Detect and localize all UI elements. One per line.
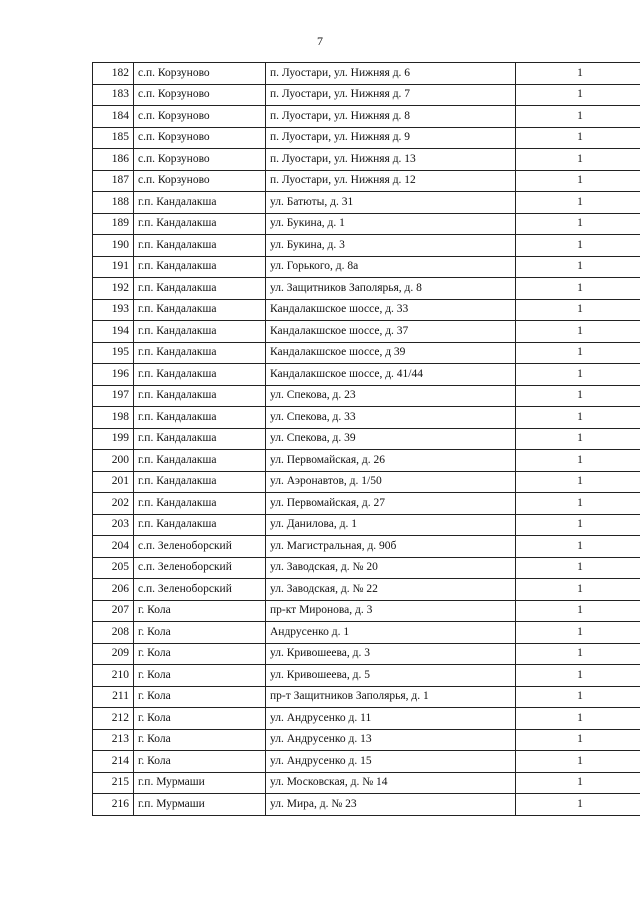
settlement-cell: г.п. Кандалакша: [134, 192, 266, 214]
row-number-cell: 204: [93, 536, 134, 558]
address-cell: Кандалакшское шоссе, д. 41/44: [266, 364, 516, 386]
quantity-cell: 1: [516, 428, 640, 450]
table-row: [93, 493, 640, 515]
address-cell: Андрусенко д. 1: [266, 622, 516, 644]
address-cell: ул. Батюты, д. 31: [266, 192, 516, 214]
table-row: [93, 600, 640, 622]
address-cell: ул. Спекова, д. 33: [266, 407, 516, 429]
address-cell: ул. Букина, д. 3: [266, 235, 516, 257]
address-cell: ул. Андрусенко д. 13: [266, 729, 516, 751]
table-row: [93, 557, 640, 579]
table-row: [93, 106, 640, 128]
settlement-cell: г. Кола: [134, 643, 266, 665]
address-cell: п. Луостари, ул. Нижняя д. 8: [266, 106, 516, 128]
address-cell: ул. Заводская, д. № 22: [266, 579, 516, 601]
row-number-cell: 213: [93, 729, 134, 751]
quantity-cell: 1: [516, 643, 640, 665]
address-cell: п. Луостари, ул. Нижняя д. 12: [266, 170, 516, 192]
table-row: [93, 364, 640, 386]
quantity-cell: 1: [516, 514, 640, 536]
settlement-cell: г. Кола: [134, 686, 266, 708]
table-row: [93, 536, 640, 558]
table-row: [93, 256, 640, 278]
row-number-cell: 185: [93, 127, 134, 149]
row-number-cell: 186: [93, 149, 134, 171]
quantity-cell: 1: [516, 665, 640, 687]
table-row: [93, 514, 640, 536]
quantity-cell: 1: [516, 321, 640, 343]
registry-table: [92, 62, 640, 816]
row-number-cell: 194: [93, 321, 134, 343]
row-number-cell: 214: [93, 751, 134, 773]
settlement-cell: г.п. Кандалакша: [134, 235, 266, 257]
quantity-cell: 1: [516, 256, 640, 278]
quantity-cell: 1: [516, 385, 640, 407]
row-number-cell: 197: [93, 385, 134, 407]
table-row: [93, 385, 640, 407]
quantity-cell: 1: [516, 772, 640, 794]
address-cell: ул. Заводская, д. № 20: [266, 557, 516, 579]
table-row: [93, 299, 640, 321]
address-cell: ул. Спекова, д. 23: [266, 385, 516, 407]
address-cell: ул. Букина, д. 1: [266, 213, 516, 235]
address-cell: ул. Магистральная, д. 90б: [266, 536, 516, 558]
row-number-cell: 189: [93, 213, 134, 235]
settlement-cell: с.п. Корзуново: [134, 170, 266, 192]
address-cell: ул. Мира, д. № 23: [266, 794, 516, 816]
address-cell: ул. Московская, д. № 14: [266, 772, 516, 794]
settlement-cell: с.п. Корзуново: [134, 106, 266, 128]
quantity-cell: 1: [516, 106, 640, 128]
address-cell: ул. Аэронавтов, д. 1/50: [266, 471, 516, 493]
table-row: [93, 170, 640, 192]
table-row: [93, 321, 640, 343]
table-body: [93, 63, 640, 816]
row-number-cell: 210: [93, 665, 134, 687]
settlement-cell: с.п. Зеленоборский: [134, 557, 266, 579]
settlement-cell: с.п. Зеленоборский: [134, 536, 266, 558]
row-number-cell: 200: [93, 450, 134, 472]
quantity-cell: 1: [516, 278, 640, 300]
row-number-cell: 192: [93, 278, 134, 300]
table-row: [93, 235, 640, 257]
quantity-cell: 1: [516, 600, 640, 622]
address-cell: ул. Защитников Заполярья, д. 8: [266, 278, 516, 300]
row-number-cell: 206: [93, 579, 134, 601]
quantity-cell: 1: [516, 794, 640, 816]
quantity-cell: 1: [516, 471, 640, 493]
quantity-cell: 1: [516, 622, 640, 644]
row-number-cell: 199: [93, 428, 134, 450]
row-number-cell: 191: [93, 256, 134, 278]
address-cell: пр-т Защитников Заполярья, д. 1: [266, 686, 516, 708]
row-number-cell: 188: [93, 192, 134, 214]
table-row: [93, 149, 640, 171]
quantity-cell: 1: [516, 149, 640, 171]
table-row: [93, 622, 640, 644]
settlement-cell: г. Кола: [134, 622, 266, 644]
address-cell: п. Луостари, ул. Нижняя д. 6: [266, 63, 516, 85]
settlement-cell: с.п. Корзуново: [134, 127, 266, 149]
settlement-cell: г.п. Кандалакша: [134, 385, 266, 407]
row-number-cell: 195: [93, 342, 134, 364]
settlement-cell: г. Кола: [134, 729, 266, 751]
row-number-cell: 211: [93, 686, 134, 708]
settlement-cell: г.п. Мурмаши: [134, 772, 266, 794]
row-number-cell: 184: [93, 106, 134, 128]
address-cell: Кандалакшское шоссе, д 39: [266, 342, 516, 364]
settlement-cell: г.п. Кандалакша: [134, 256, 266, 278]
table-row: [93, 686, 640, 708]
table-row: [93, 772, 640, 794]
row-number-cell: 212: [93, 708, 134, 730]
settlement-cell: г.п. Кандалакша: [134, 342, 266, 364]
table-row: [93, 729, 640, 751]
row-number-cell: 202: [93, 493, 134, 515]
settlement-cell: г.п. Кандалакша: [134, 493, 266, 515]
table-row: [93, 278, 640, 300]
table-row: [93, 450, 640, 472]
address-cell: ул. Андрусенко д. 11: [266, 708, 516, 730]
row-number-cell: 215: [93, 772, 134, 794]
address-cell: Кандалакшское шоссе, д. 37: [266, 321, 516, 343]
table-row: [93, 63, 640, 85]
settlement-cell: г.п. Мурмаши: [134, 794, 266, 816]
table-row: [93, 751, 640, 773]
table-row: [93, 84, 640, 106]
settlement-cell: г.п. Кандалакша: [134, 450, 266, 472]
table-row: [93, 192, 640, 214]
quantity-cell: 1: [516, 170, 640, 192]
row-number-cell: 198: [93, 407, 134, 429]
row-number-cell: 207: [93, 600, 134, 622]
table-row: [93, 213, 640, 235]
settlement-cell: г. Кола: [134, 751, 266, 773]
address-cell: п. Луостари, ул. Нижняя д. 9: [266, 127, 516, 149]
address-cell: п. Луостари, ул. Нижняя д. 13: [266, 149, 516, 171]
table-row: [93, 471, 640, 493]
quantity-cell: 1: [516, 127, 640, 149]
table-row: [93, 127, 640, 149]
quantity-cell: 1: [516, 579, 640, 601]
row-number-cell: 201: [93, 471, 134, 493]
settlement-cell: с.п. Корзуново: [134, 149, 266, 171]
address-cell: ул. Кривошеева, д. 3: [266, 643, 516, 665]
address-cell: пр-кт Миронова, д. 3: [266, 600, 516, 622]
quantity-cell: 1: [516, 364, 640, 386]
address-cell: ул. Андрусенко д. 15: [266, 751, 516, 773]
row-number-cell: 196: [93, 364, 134, 386]
address-cell: Кандалакшское шоссе, д. 33: [266, 299, 516, 321]
row-number-cell: 205: [93, 557, 134, 579]
quantity-cell: 1: [516, 84, 640, 106]
settlement-cell: г. Кола: [134, 665, 266, 687]
address-cell: ул. Данилова, д. 1: [266, 514, 516, 536]
quantity-cell: 1: [516, 536, 640, 558]
row-number-cell: 187: [93, 170, 134, 192]
table-row: [93, 708, 640, 730]
quantity-cell: 1: [516, 708, 640, 730]
row-number-cell: 203: [93, 514, 134, 536]
table-row: [93, 643, 640, 665]
row-number-cell: 208: [93, 622, 134, 644]
address-cell: ул. Горького, д. 8а: [266, 256, 516, 278]
settlement-cell: г.п. Кандалакша: [134, 321, 266, 343]
quantity-cell: 1: [516, 63, 640, 85]
quantity-cell: 1: [516, 686, 640, 708]
quantity-cell: 1: [516, 299, 640, 321]
settlement-cell: г.п. Кандалакша: [134, 407, 266, 429]
quantity-cell: 1: [516, 751, 640, 773]
address-cell: ул. Спекова, д. 39: [266, 428, 516, 450]
row-number-cell: 182: [93, 63, 134, 85]
settlement-cell: г.п. Кандалакша: [134, 364, 266, 386]
settlement-cell: г.п. Кандалакша: [134, 278, 266, 300]
settlement-cell: г. Кола: [134, 708, 266, 730]
address-cell: ул. Кривошеева, д. 5: [266, 665, 516, 687]
table-row: [93, 342, 640, 364]
table-row: [93, 579, 640, 601]
row-number-cell: 193: [93, 299, 134, 321]
table-row: [93, 665, 640, 687]
settlement-cell: с.п. Зеленоборский: [134, 579, 266, 601]
settlement-cell: с.п. Корзуново: [134, 63, 266, 85]
address-cell: п. Луостари, ул. Нижняя д. 7: [266, 84, 516, 106]
settlement-cell: г.п. Кандалакша: [134, 514, 266, 536]
quantity-cell: 1: [516, 407, 640, 429]
page-number: 7: [317, 34, 323, 48]
address-cell: ул. Первомайская, д. 27: [266, 493, 516, 515]
address-cell: ул. Первомайская, д. 26: [266, 450, 516, 472]
quantity-cell: 1: [516, 557, 640, 579]
row-number-cell: 216: [93, 794, 134, 816]
row-number-cell: 183: [93, 84, 134, 106]
settlement-cell: с.п. Корзуново: [134, 84, 266, 106]
row-number-cell: 190: [93, 235, 134, 257]
row-number-cell: 209: [93, 643, 134, 665]
settlement-cell: г.п. Кандалакша: [134, 299, 266, 321]
settlement-cell: г.п. Кандалакша: [134, 213, 266, 235]
quantity-cell: 1: [516, 192, 640, 214]
quantity-cell: 1: [516, 450, 640, 472]
quantity-cell: 1: [516, 213, 640, 235]
table-row: [93, 428, 640, 450]
table-row: [93, 407, 640, 429]
quantity-cell: 1: [516, 493, 640, 515]
settlement-cell: г.п. Кандалакша: [134, 428, 266, 450]
quantity-cell: 1: [516, 729, 640, 751]
settlement-cell: г. Кола: [134, 600, 266, 622]
settlement-cell: г.п. Кандалакша: [134, 471, 266, 493]
quantity-cell: 1: [516, 342, 640, 364]
table-row: [93, 794, 640, 816]
quantity-cell: 1: [516, 235, 640, 257]
